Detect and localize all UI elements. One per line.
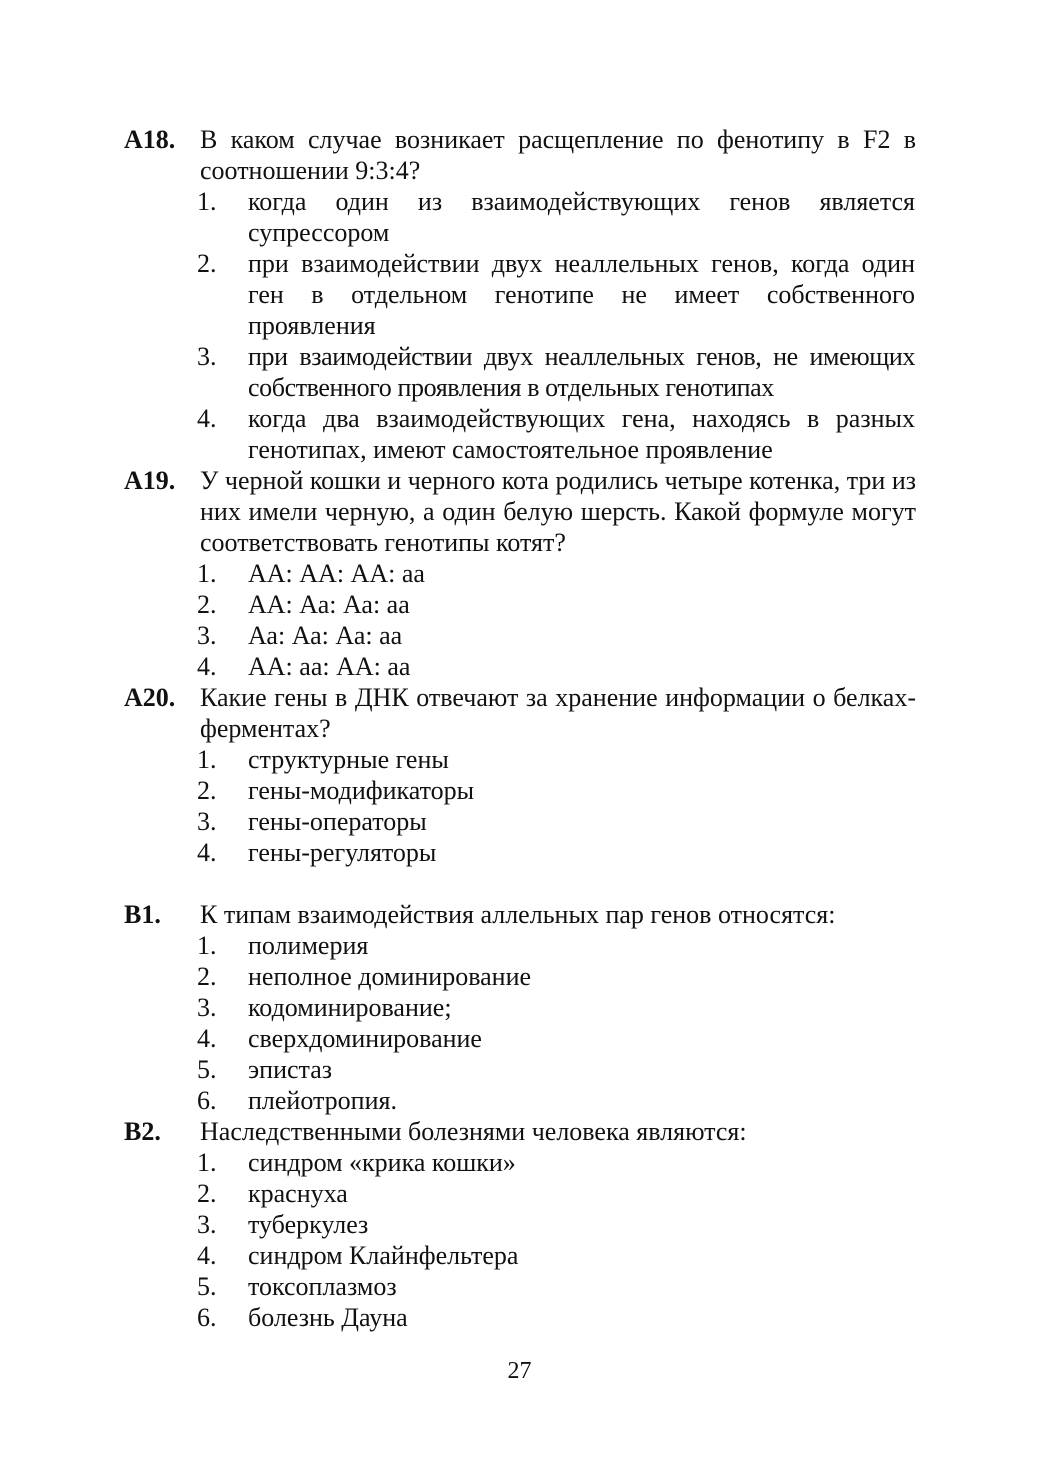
- question-text: В каком случае возникает расщепление по фенотипу в F2 в соотношении 9:3:4?: [200, 125, 916, 185]
- answer-option: [0, 1240, 1039, 1271]
- answer-option: [0, 1209, 1039, 1240]
- answer-options: [0, 744, 1039, 868]
- option-number: 6.: [197, 1303, 217, 1332]
- option-number: 4.: [197, 1241, 217, 1270]
- answer-option: [0, 1178, 1039, 1209]
- option-number: 4.: [197, 404, 217, 433]
- option-text: структурные гены: [248, 745, 449, 774]
- option-number: 3.: [197, 993, 217, 1022]
- option-text: гены-регуляторы: [248, 838, 437, 867]
- option-number: 2.: [197, 962, 217, 991]
- option-text: синдром «крика кошки»: [248, 1148, 516, 1177]
- question-text: К типам взаимодействия аллельных пар генов относятся:: [200, 900, 836, 929]
- answer-option: [0, 620, 1039, 651]
- answer-option: [0, 775, 1039, 806]
- answer-option: [0, 589, 1039, 620]
- answer-option: [0, 341, 1039, 403]
- answer-option: [0, 806, 1039, 837]
- option-text: туберкулез: [248, 1210, 369, 1239]
- answer-options: [0, 186, 1039, 465]
- answer-option: [0, 1054, 1039, 1085]
- option-number: 3.: [197, 807, 217, 836]
- option-number: 2.: [197, 590, 217, 619]
- answer-option: [0, 1302, 1039, 1333]
- question-b1: [0, 899, 1039, 1116]
- option-number: 1.: [197, 931, 217, 960]
- question-text: У черной кошки и черного кота родились четыре котенка, три из них имели черную, а один белую шерсть. Какой формуле могут соответствовать генотипы котят?: [200, 466, 916, 557]
- option-text: при взаимодействии двух неаллельных генов, когда один ген в отдельном генотипе не имеет собственного проявления: [248, 249, 915, 340]
- option-number: 4.: [197, 652, 217, 681]
- question-a20: [0, 682, 1039, 868]
- section-gap: [0, 868, 1039, 899]
- question-number: А18.: [124, 125, 176, 154]
- question-a18: [0, 124, 1039, 465]
- answer-option: [0, 992, 1039, 1023]
- answer-options: [0, 558, 1039, 682]
- answer-option: [0, 744, 1039, 775]
- answer-option: [0, 837, 1039, 868]
- option-text: Аа: Аа: Аа: аа: [248, 621, 403, 650]
- option-number: 3.: [197, 1210, 217, 1239]
- option-text: когда один из взаимодействующих генов является супрессором: [248, 187, 915, 247]
- question-number: В2.: [124, 1117, 161, 1146]
- answer-option: [0, 248, 1039, 341]
- question-b2: [0, 1116, 1039, 1333]
- option-number: 1.: [197, 1148, 217, 1177]
- option-text: синдром Клайнфельтера: [248, 1241, 519, 1270]
- option-number: 4.: [197, 1024, 217, 1053]
- option-text: болезнь Дауна: [248, 1303, 408, 1332]
- option-number: 1.: [197, 745, 217, 774]
- option-number: 2.: [197, 1179, 217, 1208]
- option-text: эпистаз: [248, 1055, 333, 1084]
- answer-options: [0, 1147, 1039, 1333]
- answer-option: [0, 1271, 1039, 1302]
- option-text: неполное доминирование: [248, 962, 532, 991]
- answer-option: [0, 961, 1039, 992]
- option-text: при взаимодействии двух неаллельных генов, не имеющих собственного проявления в отдельных генотипах: [248, 342, 915, 402]
- answer-option: [0, 930, 1039, 961]
- question-a19: [0, 465, 1039, 682]
- answer-option: [0, 1085, 1039, 1116]
- question-text: Наследственными болезнями человека являются:: [200, 1117, 747, 1146]
- option-number: 1.: [197, 559, 217, 588]
- answer-options: [0, 930, 1039, 1116]
- option-number: 2.: [197, 776, 217, 805]
- option-text: АА: аа: АА: аа: [248, 652, 411, 681]
- option-number: 6.: [197, 1086, 217, 1115]
- answer-option: [0, 1147, 1039, 1178]
- answer-option: [0, 186, 1039, 248]
- answer-option: [0, 1023, 1039, 1054]
- option-text: токсоплазмоз: [248, 1272, 397, 1301]
- question-number: А19.: [124, 466, 176, 495]
- page-number: 27: [507, 1358, 532, 1384]
- option-number: 3.: [197, 621, 217, 650]
- page-content: [0, 124, 1039, 1333]
- answer-option: [0, 403, 1039, 465]
- option-text: краснуха: [248, 1179, 348, 1208]
- option-text: гены-модификаторы: [248, 776, 475, 805]
- option-number: 3.: [197, 342, 217, 371]
- option-number: 5.: [197, 1055, 217, 1084]
- option-number: 2.: [197, 249, 217, 278]
- option-text: плейотропия.: [248, 1086, 397, 1115]
- question-number: В1.: [124, 900, 161, 929]
- option-text: гены-операторы: [248, 807, 427, 836]
- option-text: когда два взаимодействующих гена, находясь в разных генотипах, имеют самостоятельное проявление: [248, 404, 915, 464]
- option-text: АА: Аа: Аа: аа: [248, 590, 410, 619]
- option-number: 4.: [197, 838, 217, 867]
- answer-option: [0, 651, 1039, 682]
- question-number: А20.: [124, 683, 176, 712]
- answer-option: [0, 558, 1039, 589]
- option-text: кодоминирование;: [248, 993, 452, 1022]
- option-text: сверхдоминирование: [248, 1024, 482, 1053]
- option-text: полимерия: [248, 931, 369, 960]
- question-text: Какие гены в ДНК отвечают за хранение информации о белках-ферментах?: [200, 683, 916, 743]
- option-number: 5.: [197, 1272, 217, 1301]
- option-number: 1.: [197, 187, 217, 216]
- option-text: АА: АА: АА: аа: [248, 559, 425, 588]
